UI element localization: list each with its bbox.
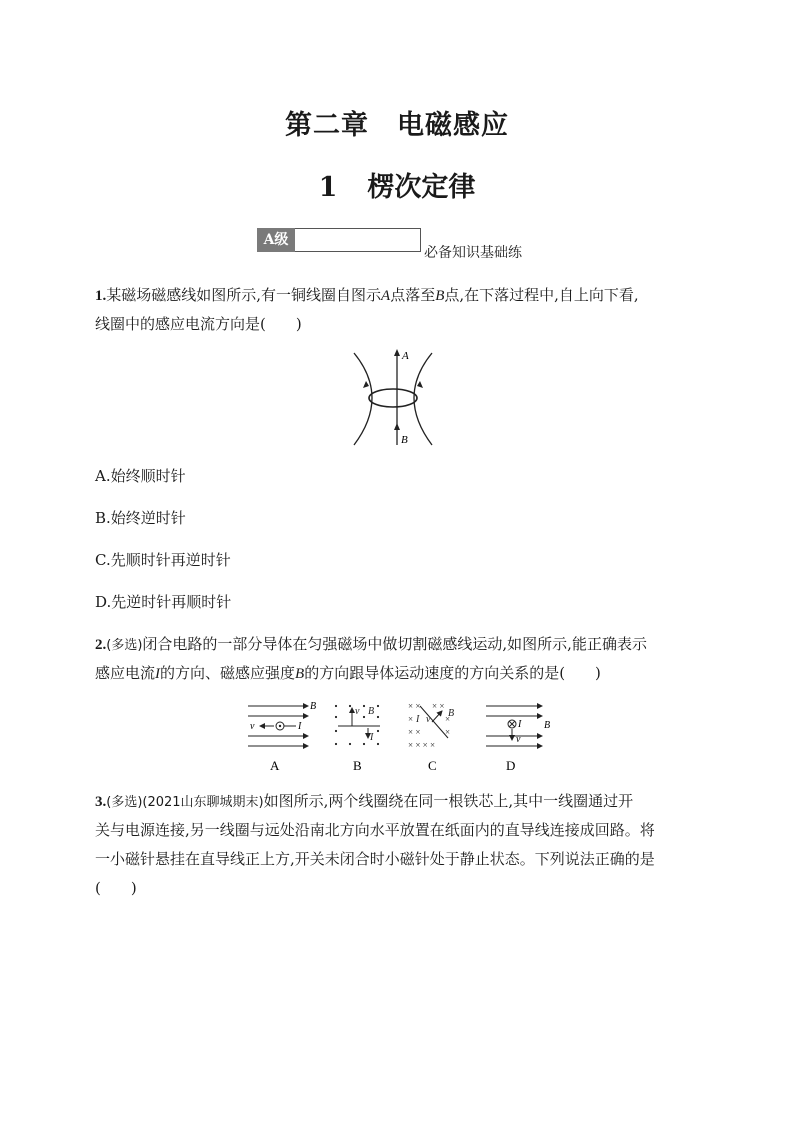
level-label: 必备知识基础练	[424, 245, 522, 261]
option-d: D.先逆时针再顺时针	[95, 593, 232, 611]
option-a: A.始终顺时针	[95, 467, 186, 485]
figure-label-a: A	[402, 350, 409, 362]
velocity-symbol: v	[355, 706, 360, 717]
svg-text:× × × ×: × × × ×	[408, 740, 436, 750]
velocity-symbol: v	[426, 714, 431, 725]
section-number: 1	[318, 172, 338, 203]
question-text: 的方向、磁感应强度	[160, 664, 296, 682]
question-tag: (多选)	[106, 638, 143, 653]
svg-text:×: ×	[408, 714, 414, 724]
svg-text:×: ×	[445, 727, 451, 737]
panel-d	[486, 706, 550, 746]
question-3-line-4: ( )	[95, 879, 137, 897]
field-symbol: B	[310, 701, 317, 712]
question-3-line-3: 一小磁针悬挂在直导线正上方,开关未闭合时小磁针处于静止状态。下列说法正确的是	[95, 850, 655, 868]
question-text: 闭合电路的一部分导体在匀强磁场中做切割磁感线运动,如图所示,能正确表示	[142, 635, 647, 653]
arrow-up-icon	[363, 381, 369, 388]
current-symbol: I	[370, 732, 374, 743]
question-text: 某磁场磁感线如图所示,有一铜线圈自图示	[106, 286, 382, 304]
question-1-line-1	[95, 283, 705, 308]
question-text: 点落至	[390, 286, 436, 304]
field-symbol: B	[368, 706, 375, 717]
chapter-title: 第二章 电磁感应	[285, 110, 509, 141]
question-text: 如图所示,两个线圈绕在同一根铁芯上,其中一线圈通过开	[263, 792, 634, 810]
point-a-symbol: A	[381, 288, 391, 304]
svg-text:×: ×	[445, 714, 451, 724]
panel-b	[335, 705, 380, 745]
question-number: 1.	[95, 288, 107, 304]
velocity-symbol: v	[250, 721, 255, 732]
question-text: 的方向跟导体运动速度的方向关系的是( )	[304, 664, 601, 682]
current-symbol: I	[298, 721, 302, 732]
field-symbol: B	[448, 708, 455, 719]
velocity-symbol: v	[516, 734, 521, 745]
field-symbol: B	[544, 720, 551, 731]
section-title	[0, 165, 794, 204]
svg-text:× ×: × ×	[408, 727, 421, 737]
question-tag: (多选)(2021山东聊城期末)	[106, 795, 264, 810]
arrow-up-icon	[394, 349, 400, 356]
question-1-line-2: 线圈中的感应电流方向是( )	[95, 315, 302, 333]
question-number: 3.	[95, 794, 107, 810]
option-b: B.始终逆时针	[95, 509, 186, 527]
option-c: C.先顺时针再逆时针	[95, 551, 231, 569]
panel-label-d: D	[506, 758, 516, 773]
panel-c	[408, 701, 454, 750]
question-text: 感应电流	[95, 664, 156, 682]
arrow-up-icon	[394, 423, 400, 430]
panel-label-b: B	[353, 758, 362, 773]
arrow-up-icon	[417, 381, 423, 388]
panel-label-c: C	[428, 758, 437, 773]
panel-a	[248, 701, 316, 746]
question-2-line-2	[95, 661, 601, 686]
question-number: 2.	[95, 637, 107, 653]
svg-text:× ×: × ×	[408, 701, 421, 711]
question-3-line-1	[95, 789, 705, 815]
panel-label-a: A	[270, 758, 280, 773]
figure-label-b: B	[401, 434, 408, 446]
svg-text:× ×: × ×	[432, 701, 445, 711]
copper-coil	[369, 389, 417, 407]
current-symbol: I	[518, 719, 522, 730]
q1-magnetic-field-figure	[340, 345, 460, 450]
q2-figure	[240, 700, 560, 775]
point-b-symbol: B	[435, 288, 445, 304]
question-2-line-1	[95, 632, 705, 658]
question-3-line-2: 关与电源连接,另一线圈与远处沿南北方向水平放置在纸面内的直导线连接成回路。将	[95, 821, 655, 839]
field-symbol: B	[295, 666, 305, 682]
level-badge: A级	[257, 228, 295, 252]
current-symbol: I	[155, 666, 161, 682]
current-symbol: I	[416, 714, 420, 725]
question-text: 点,在下落过程中,自上向下看,	[444, 286, 639, 304]
section-name: 楞次定律	[367, 172, 476, 203]
